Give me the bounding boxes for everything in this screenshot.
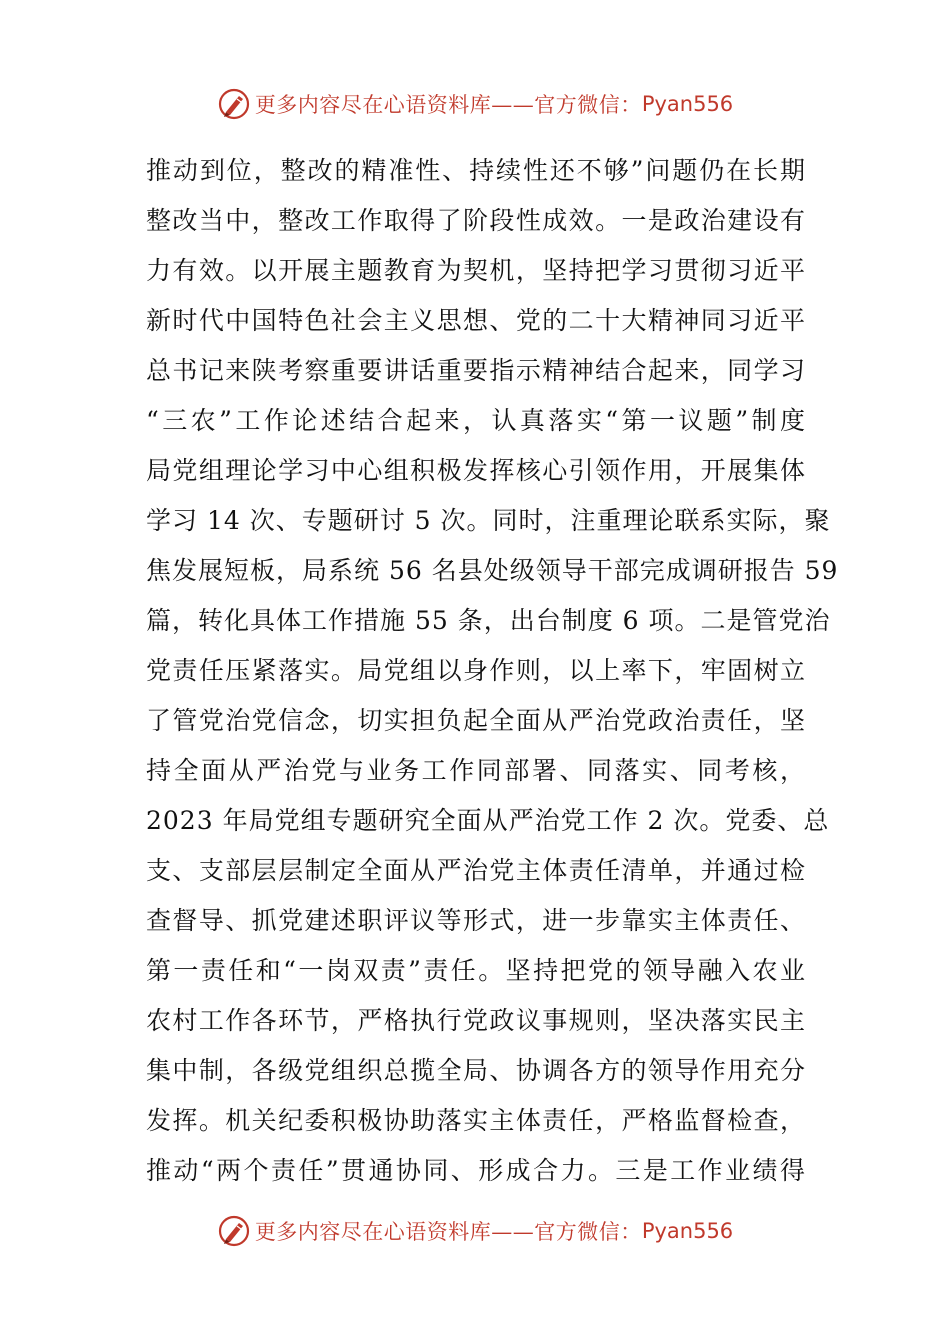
banner-text: 更多内容尽在心语资料库——官方微信： bbox=[254, 93, 642, 117]
body-line: 新时代中国特色社会主义思想、党的二十大精神同习近平 bbox=[146, 306, 806, 335]
body-line: 查督导、抓党建述职评议等形式，进一步靠实主体责任、 bbox=[146, 906, 806, 935]
body-line: 第一责任和“一岗双责”责任。坚持把党的领导融入农业 bbox=[146, 956, 806, 985]
body-line: 推动“两个责任”贯通协同、形成合力。三是工作业绩得 bbox=[146, 1156, 806, 1185]
banner-contact: Pyan556 bbox=[641, 1219, 734, 1243]
body-line: 党责任压紧落实。局党组以身作则，以上率下，牢固树立 bbox=[146, 656, 806, 685]
body-line: 了管党治党信念，切实担负起全面从严治党政治责任，坚 bbox=[146, 706, 806, 735]
body-line: 2023 年局党组专题研究全面从严治党工作 2 次。党委、总 bbox=[146, 806, 830, 835]
body-line: 篇，转化具体工作措施 55 条，出台制度 6 项。二是管党治 bbox=[146, 606, 831, 635]
header-banner bbox=[0, 84, 950, 124]
pen-circle-logo-icon bbox=[217, 87, 251, 121]
body-line: 学习 14 次、专题研讨 5 次。同时，注重理论联系实际，聚 bbox=[146, 506, 831, 535]
document-body bbox=[146, 146, 839, 1196]
body-line: 集中制，各级党组织总揽全局、协调各方的领导作用充分 bbox=[146, 1056, 806, 1085]
banner-text: 更多内容尽在心语资料库——官方微信： bbox=[254, 1220, 642, 1244]
banner-contact: Pyan556 bbox=[641, 92, 734, 116]
body-line: 力有效。以开展主题教育为契机，坚持把学习贯彻习近平 bbox=[146, 256, 806, 285]
body-line: 发挥。机关纪委积极协助落实主体责任，严格监督检查， bbox=[146, 1106, 806, 1135]
body-line: 焦发展短板，局系统 56 名县处级领导干部完成调研报告 59 bbox=[146, 556, 839, 585]
body-line: 整改当中，整改工作取得了阶段性成效。一是政治建设有 bbox=[146, 206, 806, 235]
body-line: 总书记来陕考察重要讲话重要指示精神结合起来，同学习 bbox=[146, 356, 806, 385]
body-line: 推动到位，整改的精准性、持续性还不够”问题仍在长期 bbox=[146, 156, 806, 185]
body-line: 持全面从严治党与业务工作同部署、同落实、同考核， bbox=[146, 756, 806, 785]
pen-circle-logo-icon bbox=[217, 1214, 251, 1248]
body-line: 支、支部层层制定全面从严治党主体责任清单，并通过检 bbox=[146, 856, 806, 885]
body-line: “三农”工作论述结合起来，认真落实“第一议题”制度 bbox=[146, 406, 806, 435]
body-line: 局党组理论学习中心组积极发挥核心引领作用，开展集体 bbox=[146, 456, 806, 485]
footer-banner bbox=[0, 1211, 950, 1251]
body-line: 农村工作各环节，严格执行党政议事规则，坚决落实民主 bbox=[146, 1006, 806, 1035]
